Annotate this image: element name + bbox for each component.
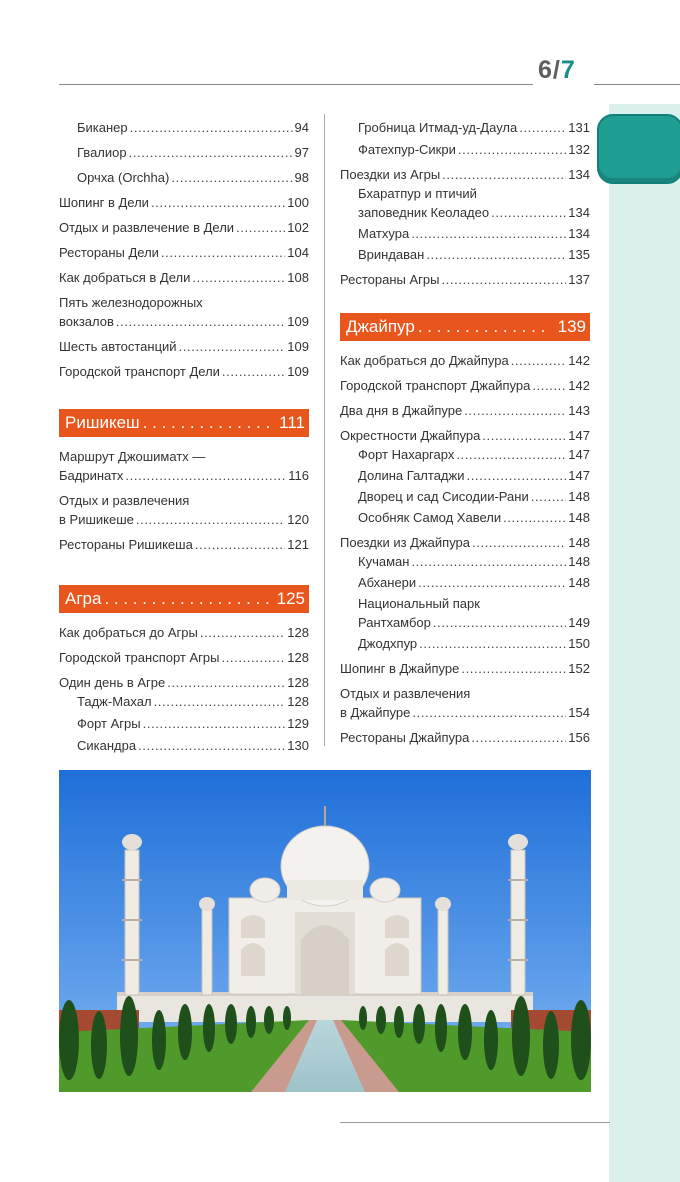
toc-entry[interactable]: Особняк Самод Хавели . . . 148 xyxy=(340,508,590,527)
toc-entry[interactable]: Два дня в Джайпуре . . . 143 xyxy=(340,401,590,420)
side-color-bar xyxy=(609,104,680,1182)
taj-mahal-illustration xyxy=(59,770,591,1092)
entry-line: Бхаратпур и птичий xyxy=(358,186,477,201)
page-current: 6 xyxy=(538,56,553,84)
header-rule-left xyxy=(59,84,533,85)
toc-entry[interactable]: Как добраться до Джайпура . . . 142 xyxy=(340,351,590,370)
toc-entry[interactable]: Шопинг в Джайпуре . . . 152 xyxy=(340,659,590,678)
toc-entry[interactable]: Рестораны Ришикеша . . . 121 xyxy=(59,535,309,554)
toc-entry[interactable]: Гробница Итмад-уд-Даула . . . 131 xyxy=(340,118,590,137)
toc-entry[interactable]: Как добраться до Агры . . . 128 xyxy=(59,623,309,642)
toc-entry[interactable]: Орчха (Orchha) . . . 98 xyxy=(59,168,309,187)
toc-entry[interactable]: Джодхпур . . . 150 xyxy=(340,634,590,653)
toc-entry[interactable]: Гвалиор . . . 97 xyxy=(59,143,309,162)
toc-entry[interactable]: Дворец и сад Сисодии-Рани . . . 148 xyxy=(340,487,590,506)
toc-entry[interactable]: Рестораны Дели . . . 104 xyxy=(59,243,309,262)
toc-entry[interactable]: Рестораны Джайпура . . . 156 xyxy=(340,728,590,747)
entry-line: Отдых и развлечения xyxy=(340,686,471,701)
toc-entry[interactable]: Форт Нахаргарх . . . 147 xyxy=(340,445,590,464)
toc-entry[interactable]: Шесть автостанций . . . 109 xyxy=(59,337,309,356)
footer-rule xyxy=(340,1122,610,1123)
toc-entry-multiline[interactable]: Отдых и развлечения в Джайпуре . . . 154 xyxy=(340,684,590,722)
taj-mahal-photo xyxy=(59,770,591,1092)
page-indicator xyxy=(538,56,576,85)
toc-entry[interactable]: Отдых и развлечение в Дели . . . 102 xyxy=(59,218,309,237)
toc-entry-multiline[interactable]: Отдых и развлечения в Ришикеше . . . 120 xyxy=(59,491,309,529)
toc-entry[interactable]: Сикандра . . . 130 xyxy=(59,736,309,755)
toc-entry[interactable]: Поездки из Агры . . . 134 xyxy=(340,165,590,184)
toc-entry[interactable]: Долина Галтаджи . . . 147 xyxy=(340,466,590,485)
toc-entry[interactable]: Фатехпур-Сикри . . . 132 xyxy=(340,140,590,159)
toc-left-column xyxy=(59,118,309,755)
toc-entry-multiline[interactable]: Маршрут Джошиматх — Бадринатх . . . 116 xyxy=(59,447,309,485)
entry-line: Пять железнодорожных xyxy=(59,295,203,310)
toc-entry[interactable]: Городской транспорт Дели . . . 109 xyxy=(59,362,309,381)
column-divider xyxy=(324,114,325,746)
toc-right-column xyxy=(340,118,590,747)
section-header-rishikesh[interactable]: Ришикеш . . . 111 xyxy=(59,409,309,437)
page-separator: / xyxy=(552,56,561,84)
toc-entry[interactable]: Городской транспорт Агры . . . 128 xyxy=(59,648,309,667)
toc-entry[interactable]: Кучаман . . . 148 xyxy=(340,552,590,571)
toc-entry[interactable]: Биканер . . . 94 xyxy=(59,118,309,137)
toc-entry[interactable]: Форт Агры . . . 129 xyxy=(59,714,309,733)
section-header-jaipur[interactable]: Джайпур . . . 139 xyxy=(340,313,590,341)
entry-line: Отдых и развлечения xyxy=(59,493,190,508)
entry-line: Национальный парк xyxy=(358,596,480,611)
toc-entry-multiline[interactable]: Бхаратпур и птичий заповедник Кеоладео . . . 134 xyxy=(340,184,590,222)
toc-entry[interactable]: Как добраться в Дели . . . 108 xyxy=(59,268,309,287)
toc-entry[interactable]: Абханери . . . 148 xyxy=(340,573,590,592)
toc-entry[interactable]: Матхура . . . 134 xyxy=(340,224,590,243)
header-rule-right xyxy=(594,84,680,85)
section-header-agra[interactable]: Агра . . . 125 xyxy=(59,585,309,613)
toc-entry[interactable]: Один день в Агре . . . 128 xyxy=(59,673,309,692)
toc-entry-multiline[interactable]: Пять железнодорожных вокзалов . . . 109 xyxy=(59,293,309,331)
toc-entry[interactable]: Шопинг в Дели . . . 100 xyxy=(59,193,309,212)
entry-line: Маршрут Джошиматх — xyxy=(59,449,206,464)
chapter-tab[interactable] xyxy=(597,114,680,184)
page-total: 7 xyxy=(560,56,576,84)
toc-entry[interactable]: Тадж-Махал . . . 128 xyxy=(59,692,309,711)
toc-entry-multiline[interactable]: Национальный парк Рантхамбор . . . 149 xyxy=(340,594,590,632)
toc-entry[interactable]: Рестораны Агры . . . 137 xyxy=(340,270,590,289)
toc-entry[interactable]: Поездки из Джайпура . . . 148 xyxy=(340,533,590,552)
toc-entry[interactable]: Городской транспорт Джайпура . . . 142 xyxy=(340,376,590,395)
toc-entry[interactable]: Вриндаван . . . 135 xyxy=(340,245,590,264)
toc-entry[interactable]: Окрестности Джайпура . . . 147 xyxy=(340,426,590,445)
